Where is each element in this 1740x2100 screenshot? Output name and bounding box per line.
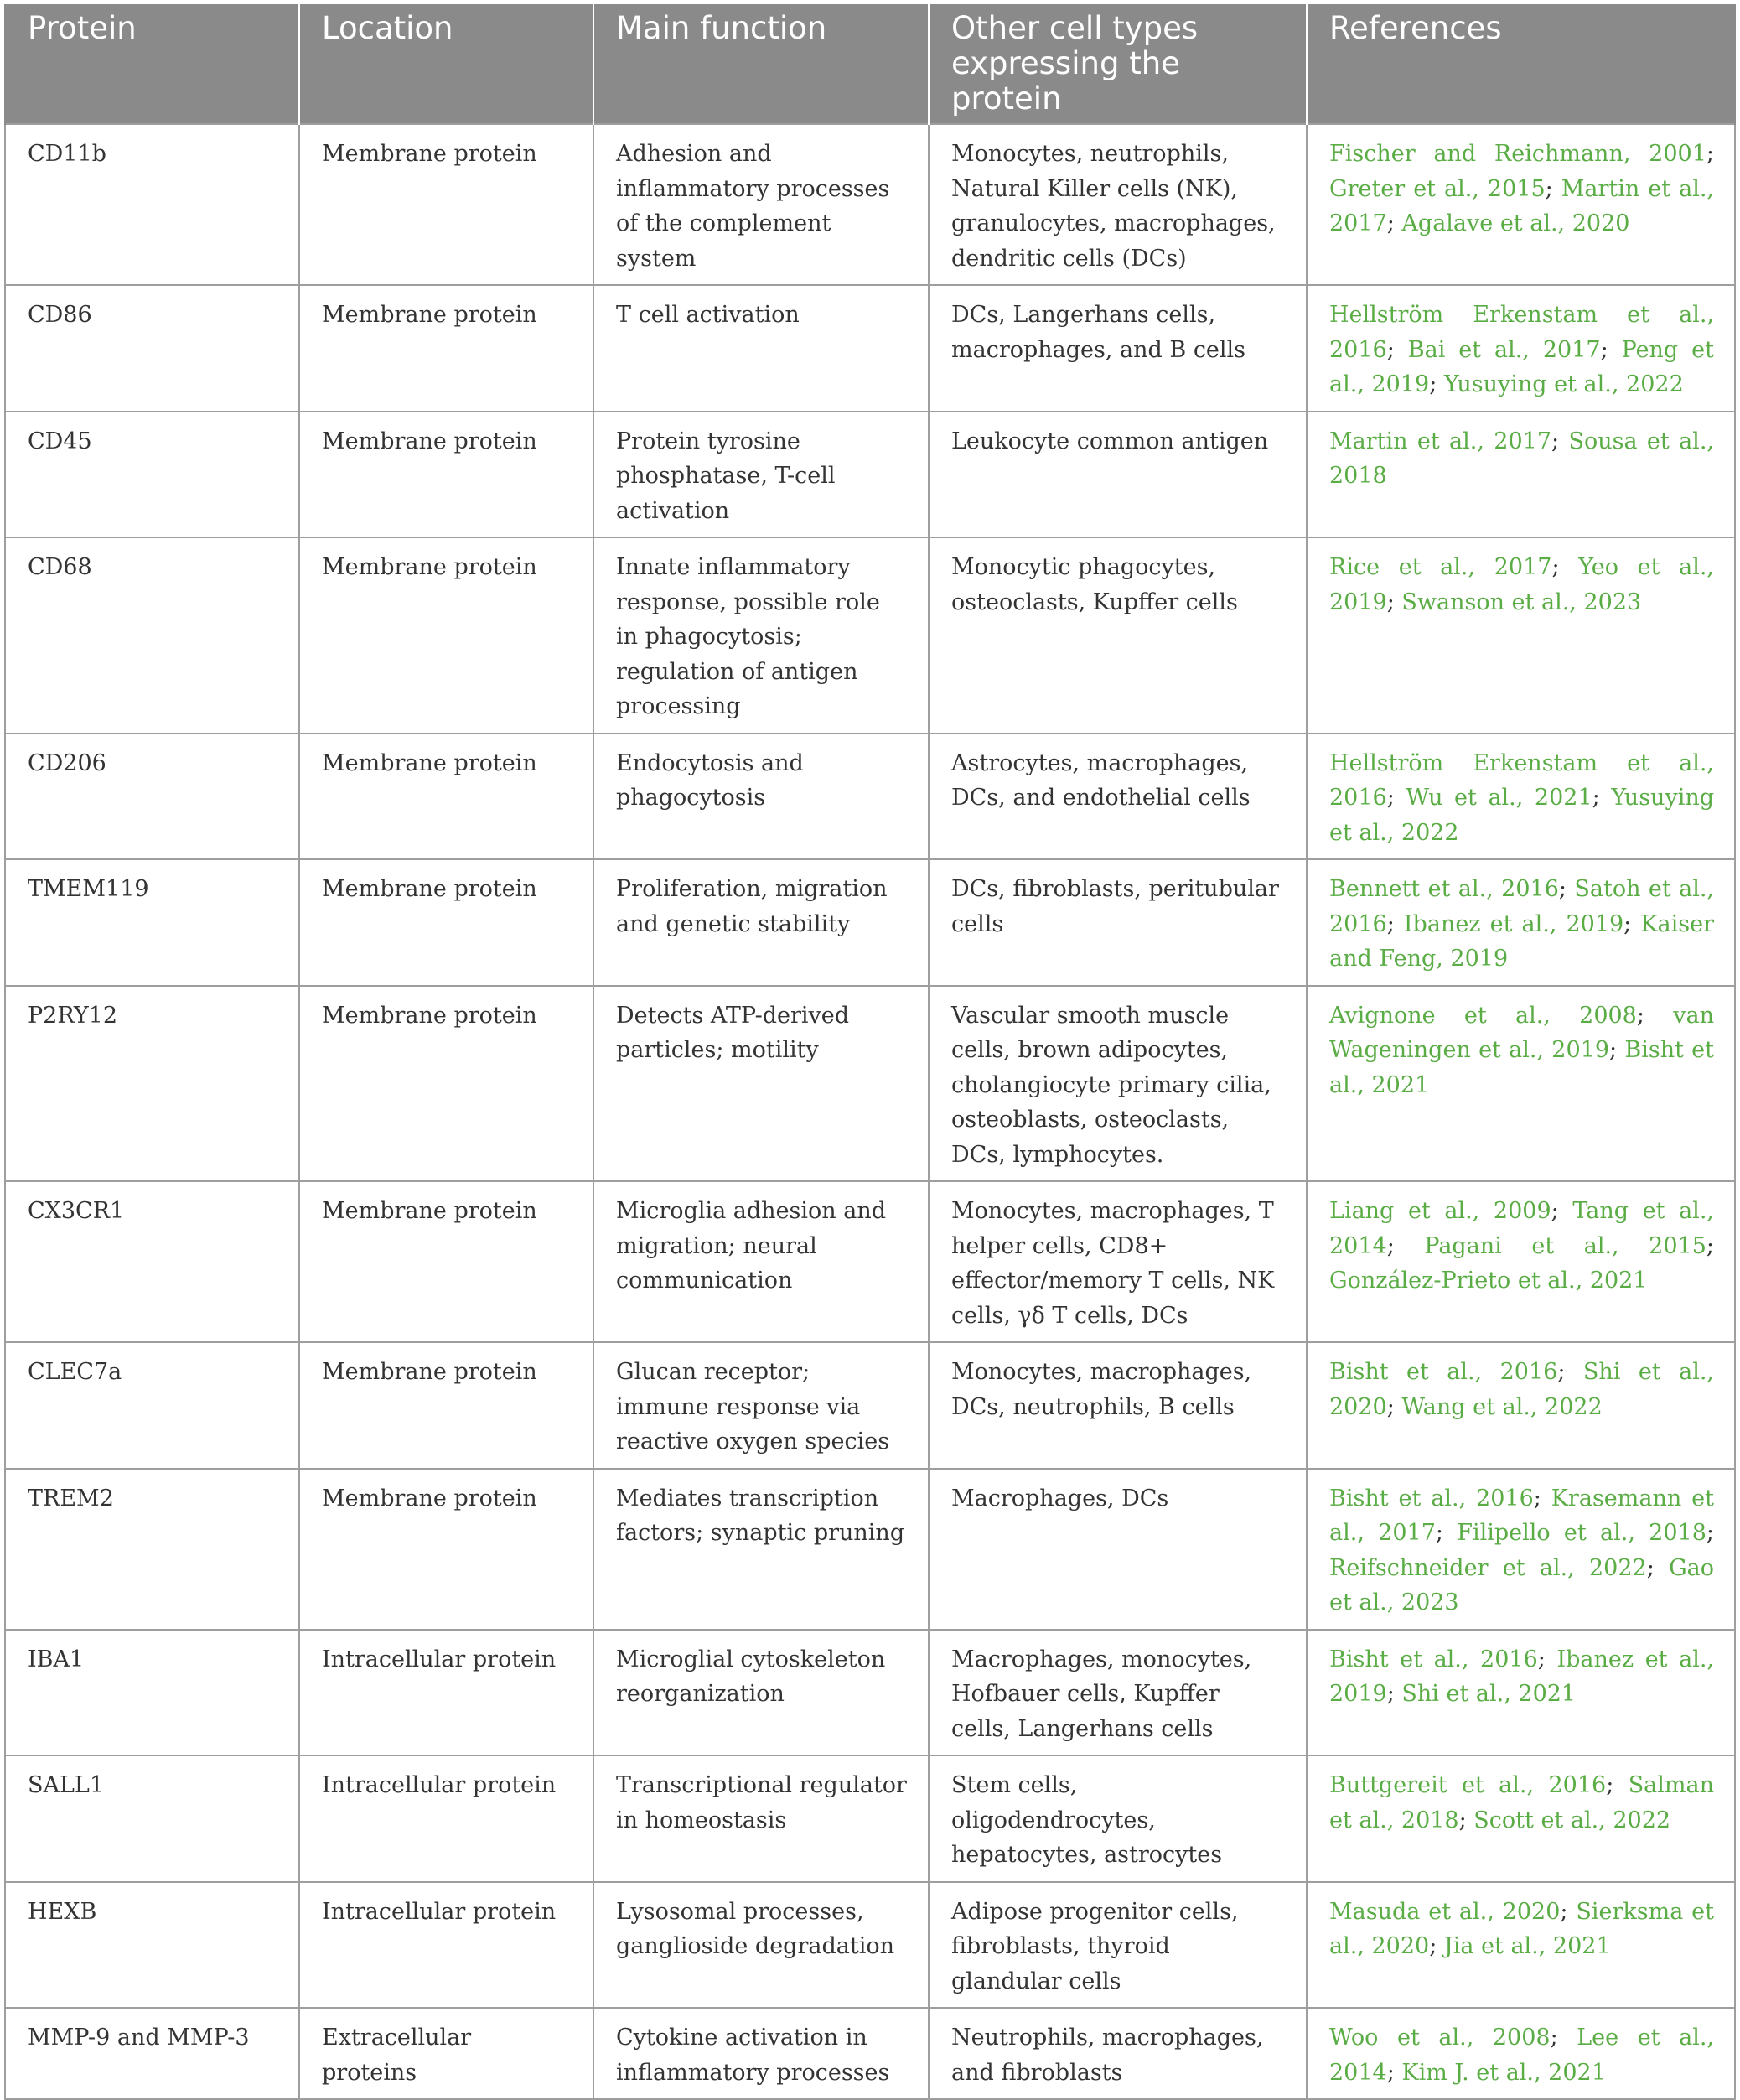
cell-protein: HEXB [5, 1882, 299, 2009]
cell-main-function: Mediates transcription factors; synaptic pruning [593, 1469, 929, 1630]
cell-protein: TREM2 [5, 1469, 299, 1630]
reference-link[interactable]: Shi et al., 2020 [1329, 1359, 1714, 1420]
reference-separator: ; [1458, 1807, 1474, 1833]
reference-link[interactable]: Martin et al., 2017 [1329, 175, 1714, 236]
reference-link[interactable]: Rice et al., 2017 [1329, 554, 1552, 580]
cell-references [1307, 1342, 1735, 1469]
cell-location: Intracellular protein [299, 1630, 593, 1756]
cell-references [1307, 1882, 1735, 2009]
reference-link[interactable]: Kaiser and Feng, 2019 [1329, 910, 1714, 972]
reference-separator: ; [1600, 336, 1622, 363]
cell-references [1307, 124, 1735, 285]
reference-link[interactable]: Lee et al., 2014 [1329, 2025, 1714, 2086]
reference-link[interactable]: Peng et al., 2019 [1329, 336, 1714, 397]
cell-main-function: Proliferation, migration and genetic stability [593, 859, 929, 986]
reference-link[interactable]: Salman et al., 2018 [1329, 1772, 1715, 1833]
reference-separator: ; [1706, 1520, 1714, 1546]
reference-link[interactable]: Kim J. et al., 2021 [1401, 2059, 1606, 2086]
reference-separator: ; [1533, 1485, 1551, 1511]
reference-link[interactable]: Yeo et al., 2019 [1329, 554, 1714, 615]
cell-protein: CD45 [5, 412, 299, 538]
reference-link[interactable]: Ibanez et al., 2019 [1329, 1646, 1715, 1707]
table-row [5, 1342, 1735, 1469]
reference-separator: ; [1386, 910, 1404, 937]
reference-separator: ; [1551, 428, 1569, 454]
cell-main-function: Glucan receptor; immune response via reactive oxygen species [593, 1342, 929, 1469]
reference-separator: ; [1386, 1232, 1425, 1259]
cell-main-function: Endocytosis and phagocytosis [593, 734, 929, 860]
cell-protein: CLEC7a [5, 1342, 299, 1469]
reference-link[interactable]: Wang et al., 2022 [1401, 1393, 1603, 1420]
protein-table [4, 4, 1736, 2100]
reference-link[interactable]: Bisht et al., 2021 [1329, 1037, 1715, 1098]
reference-link[interactable]: Wu et al., 2021 [1406, 785, 1592, 811]
table-row [5, 412, 1735, 538]
cell-main-function: Transcriptional regulator in homeostasis [593, 1755, 929, 1882]
reference-link[interactable]: Jia et al., 2021 [1443, 1933, 1611, 1959]
table-row [5, 986, 1735, 1182]
cell-main-function: Cytokine activation in inflammatory processes [593, 2008, 929, 2099]
cell-protein: TMEM119 [5, 859, 299, 986]
table-row [5, 285, 1735, 412]
table-row [5, 734, 1735, 860]
reference-separator: ; [1609, 1037, 1625, 1063]
reference-separator: ; [1386, 1393, 1402, 1420]
reference-link[interactable]: Sousa et al., 2018 [1329, 428, 1714, 489]
reference-separator: ; [1386, 2059, 1402, 2086]
reference-separator: ; [1386, 785, 1406, 811]
cell-main-function: T cell activation [593, 285, 929, 412]
reference-link[interactable]: Shi et al., 2021 [1401, 1681, 1577, 1707]
cell-main-function: Protein tyrosine phosphatase, T-cell activation [593, 412, 929, 538]
cell-main-function: Microglial cytoskeleton reorganization [593, 1630, 929, 1756]
reference-separator: ; [1550, 2025, 1577, 2051]
header-main-function: Main function [593, 4, 929, 124]
cell-references [1307, 1630, 1735, 1756]
reference-link[interactable]: Avignone et al., 2008 [1329, 1002, 1637, 1029]
reference-link[interactable]: Liang et al., 2009 [1329, 1198, 1551, 1224]
cell-references [1307, 1469, 1735, 1630]
reference-link[interactable]: Bisht et al., 2016 [1329, 1646, 1538, 1672]
reference-link[interactable]: Reifschneider et al., 2022 [1329, 1554, 1647, 1581]
cell-location: Intracellular protein [299, 1882, 593, 2009]
cell-other-cell-types: Monocytic phagocytes, osteoclasts, Kupffer cells [929, 537, 1307, 734]
reference-link[interactable]: Buttgereit et al., 2016 [1329, 1772, 1607, 1798]
reference-separator: ; [1646, 1554, 1670, 1581]
table-row [5, 1630, 1735, 1756]
reference-separator: ; [1545, 175, 1561, 202]
reference-separator: ; [1560, 1898, 1577, 1925]
reference-link[interactable]: Filipello et al., 2018 [1457, 1520, 1706, 1546]
cell-other-cell-types: DCs, Langerhans cells, macrophages, and B cells [929, 285, 1307, 412]
cell-location: Membrane protein [299, 285, 593, 412]
cell-location: Membrane protein [299, 1469, 593, 1630]
reference-separator: ; [1592, 785, 1612, 811]
table-row [5, 1181, 1735, 1342]
header-references: References [1307, 4, 1735, 124]
reference-link[interactable]: Swanson et al., 2023 [1401, 589, 1642, 615]
reference-link[interactable]: Fischer and Reichmann, 2001 [1329, 141, 1706, 167]
reference-link[interactable]: Woo et al., 2008 [1329, 2025, 1551, 2051]
reference-separator: ; [1606, 1772, 1629, 1798]
cell-location: Membrane protein [299, 412, 593, 538]
cell-references [1307, 2008, 1735, 2099]
reference-separator: ; [1623, 910, 1641, 937]
reference-link[interactable]: Bai et al., 2017 [1407, 336, 1601, 363]
cell-other-cell-types: Stem cells, oligodendrocytes, hepatocytes, astrocytes [929, 1755, 1307, 1882]
cell-protein: CD206 [5, 734, 299, 860]
table-row [5, 859, 1735, 986]
cell-other-cell-types: Leukocyte common antigen [929, 412, 1307, 538]
reference-separator: ; [1429, 371, 1444, 397]
reference-link[interactable]: Hellström Erkenstam et al., 2016 [1329, 302, 1714, 363]
cell-location: Membrane protein [299, 859, 593, 986]
reference-link[interactable]: Bennett et al., 2016 [1329, 876, 1559, 902]
table-row [5, 1755, 1735, 1882]
reference-separator: ; [1706, 141, 1714, 167]
table-row [5, 124, 1735, 285]
cell-main-function: Lysosomal processes, ganglioside degradation [593, 1882, 929, 2009]
cell-references [1307, 412, 1735, 538]
cell-protein: MMP-9 and MMP-3 [5, 2008, 299, 2099]
reference-link[interactable]: Krasemann et al., 2017 [1329, 1485, 1714, 1546]
cell-other-cell-types: Macrophages, monocytes, Hofbauer cells, Kupffer cells, Langerhans cells [929, 1630, 1307, 1756]
cell-other-cell-types: DCs, fibroblasts, peritubular cells [929, 859, 1307, 986]
table-row [5, 2008, 1735, 2099]
reference-separator: ; [1557, 1359, 1583, 1385]
reference-separator: ; [1551, 1198, 1573, 1224]
header-other-cell-types: Other cell types expressing the protein [929, 4, 1307, 124]
cell-main-function: Innate inflammatory response, possible role in phagocytosis; regulation of antigen processing [593, 537, 929, 734]
reference-link[interactable]: Gao et al., 2023 [1329, 1554, 1714, 1615]
reference-separator: ; [1386, 210, 1402, 236]
cell-other-cell-types: Astrocytes, macrophages, DCs, and endothelial cells [929, 734, 1307, 860]
cell-references [1307, 537, 1735, 734]
cell-main-function: Detects ATP-derived particles; motility [593, 986, 929, 1182]
reference-link[interactable]: Martin et al., 2017 [1329, 428, 1552, 454]
header-location: Location [299, 4, 593, 124]
cell-protein: IBA1 [5, 1630, 299, 1756]
reference-link[interactable]: Pagani et al., 2015 [1424, 1232, 1706, 1259]
reference-link[interactable]: Bisht et al., 2016 [1329, 1359, 1558, 1385]
cell-protein: CD68 [5, 537, 299, 734]
cell-other-cell-types: Monocytes, macrophages, DCs, neutrophils, B cells [929, 1342, 1307, 1469]
reference-link[interactable]: Ibanez et al., 2019 [1403, 910, 1624, 937]
table-row [5, 1882, 1735, 2009]
reference-separator: ; [1386, 589, 1402, 615]
cell-other-cell-types: Neutrophils, macrophages, and fibroblasts [929, 2008, 1307, 2099]
table-container [4, 4, 1734, 2100]
cell-references [1307, 1755, 1735, 1882]
reference-link[interactable]: Satoh et al., 2016 [1329, 876, 1715, 937]
cell-protein: CD86 [5, 285, 299, 412]
reference-link[interactable]: Bisht et al., 2016 [1329, 1485, 1534, 1511]
cell-other-cell-types: Macrophages, DCs [929, 1469, 1307, 1630]
table-row [5, 1469, 1735, 1630]
cell-other-cell-types: Monocytes, neutrophils, Natural Killer cells (NK), granulocytes, macrophages, dendritic cells (DCs) [929, 124, 1307, 285]
cell-other-cell-types: Monocytes, macrophages, T helper cells, CD8+ effector/memory T cells, NK cells, γδ T cells, DCs [929, 1181, 1307, 1342]
reference-link[interactable]: Scott et al., 2022 [1473, 1807, 1671, 1833]
cell-protein: CD11b [5, 124, 299, 285]
table-row [5, 537, 1735, 734]
reference-separator: ; [1636, 1002, 1674, 1029]
cell-protein: P2RY12 [5, 986, 299, 1182]
cell-location: Membrane protein [299, 1342, 593, 1469]
cell-other-cell-types: Adipose progenitor cells, fibroblasts, thyroid glandular cells [929, 1882, 1307, 2009]
reference-link[interactable]: Masuda et al., 2020 [1329, 1898, 1561, 1925]
cell-location: Membrane protein [299, 124, 593, 285]
reference-link[interactable]: van Wageningen et al., 2019 [1329, 1002, 1714, 1063]
cell-location: Membrane protein [299, 1181, 593, 1342]
reference-separator: ; [1551, 554, 1579, 580]
reference-separator: ; [1429, 1933, 1444, 1959]
cell-references [1307, 1181, 1735, 1342]
reference-separator: ; [1386, 1681, 1402, 1707]
cell-location: Membrane protein [299, 734, 593, 860]
cell-other-cell-types: Vascular smooth muscle cells, brown adipocytes, cholangiocyte primary cilia, osteoblasts, osteoclasts, DCs, lymphocytes. [929, 986, 1307, 1182]
reference-link[interactable]: Greter et al., 2015 [1329, 175, 1546, 202]
reference-link[interactable]: González-Prieto et al., 2021 [1329, 1268, 1648, 1294]
cell-location: Extracellular proteins [299, 2008, 593, 2099]
cell-location: Intracellular protein [299, 1755, 593, 1882]
reference-separator: ; [1435, 1520, 1458, 1546]
cell-references [1307, 285, 1735, 412]
table-header-row [5, 4, 1735, 124]
reference-separator: ; [1558, 876, 1575, 902]
cell-references [1307, 734, 1735, 860]
cell-references [1307, 986, 1735, 1182]
cell-main-function: Adhesion and inflammatory processes of the complement system [593, 124, 929, 285]
reference-link[interactable]: Tang et al., 2014 [1329, 1198, 1714, 1259]
cell-protein: SALL1 [5, 1755, 299, 1882]
reference-separator: ; [1537, 1646, 1557, 1672]
cell-location: Membrane protein [299, 537, 593, 734]
cell-protein: CX3CR1 [5, 1181, 299, 1342]
reference-separator: ; [1706, 1232, 1714, 1259]
reference-link[interactable]: Yusuying et al., 2022 [1329, 785, 1715, 846]
cell-main-function: Microglia adhesion and migration; neural communication [593, 1181, 929, 1342]
reference-separator: ; [1386, 336, 1408, 363]
reference-link[interactable]: Yusuying et al., 2022 [1443, 371, 1684, 397]
cell-references [1307, 859, 1735, 986]
header-protein: Protein [5, 4, 299, 124]
reference-link[interactable]: Sierksma et al., 2020 [1329, 1898, 1714, 1959]
reference-link[interactable]: Agalave et al., 2020 [1401, 210, 1630, 236]
cell-location: Membrane protein [299, 986, 593, 1182]
reference-link[interactable]: Hellström Erkenstam et al., 2016 [1329, 749, 1714, 811]
